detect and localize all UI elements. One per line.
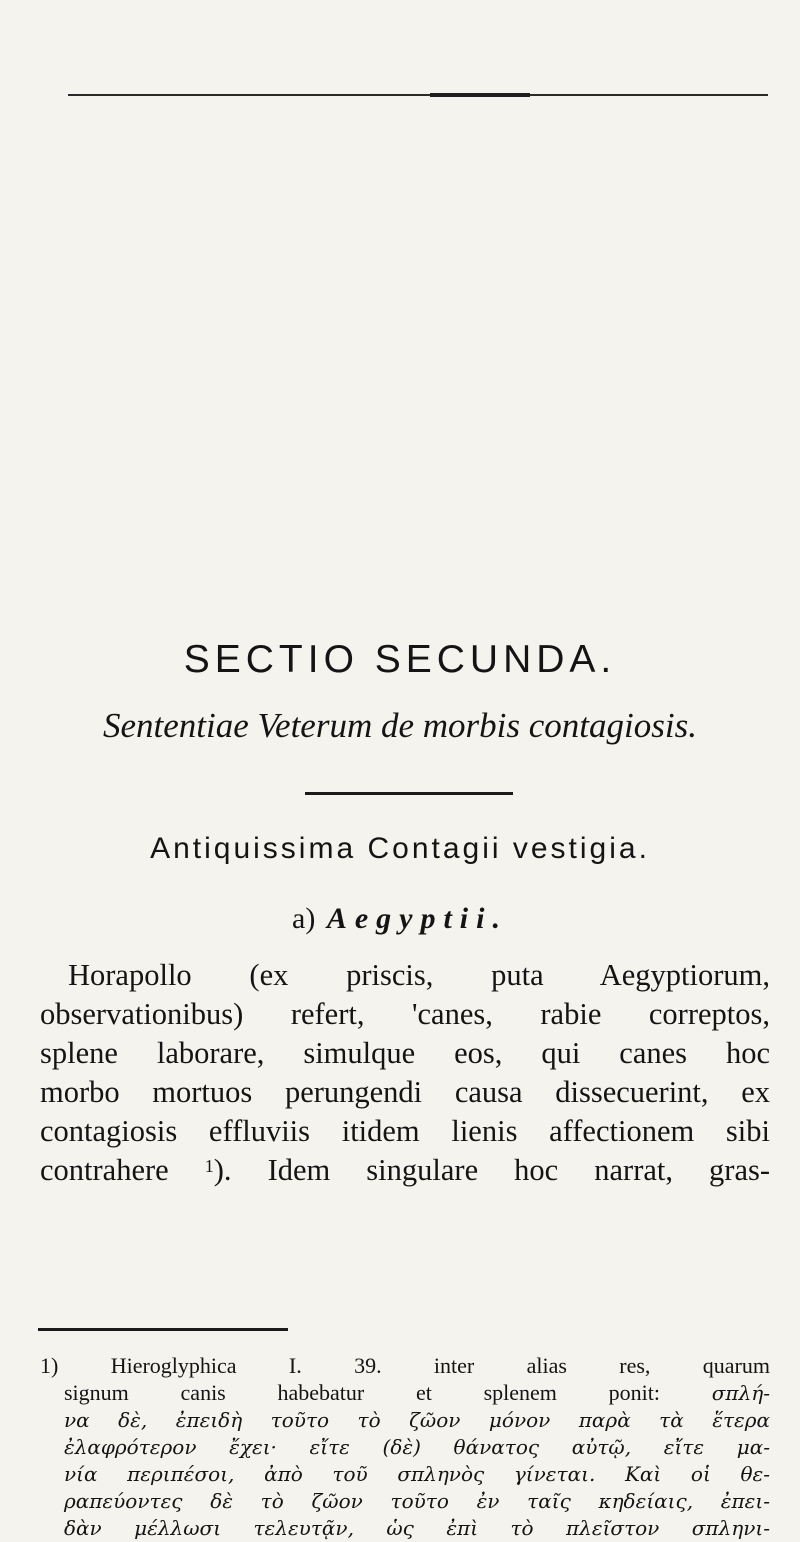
subtitle: Sententiae Veterum de morbis contagiosis.: [103, 706, 697, 745]
subsection-heading: Antiquissima Contagii vestigia.: [150, 832, 650, 865]
subsub-heading: [0, 902, 800, 936]
subsub-heading-text: Aegyptii.: [326, 902, 508, 935]
footnote-greek-line: νία περιπέσοι, ἀπὸ τοῦ σπληνὸς γίνεται. Καὶ οἱ θε-: [64, 1462, 770, 1486]
body-line-with-footnote-ref: [40, 1151, 770, 1190]
body-line: morbo mortuos perungendi causa dissecuerint, ex: [40, 1075, 770, 1109]
footnote-greek-line: ραπεύοντες δὲ τὸ ζῶον τοῦτο ἐν ταῖς κηδείαις, ἐπει-: [64, 1489, 770, 1513]
body-line-text: contrahere: [40, 1153, 169, 1187]
section-title: SECTIO SECUNDA.: [183, 638, 617, 681]
body-line: observationibus) refert, 'canes, rabie correptos,: [40, 997, 770, 1031]
footnote-greek: σπλή-: [711, 1381, 770, 1405]
footnote-greek-line: δὰν μέλλωσι τελευτᾷν, ὡς ἐπὶ τὸ πλεῖστον σπληνι-: [64, 1516, 770, 1540]
footnote-greek-line: να δὲ, ἐπειδὴ τοῦτο τὸ ζῶον μόνον παρὰ τὰ ἕτερα: [64, 1408, 770, 1432]
footnote-divider: [38, 1328, 288, 1331]
footnote-marker: 1): [40, 1353, 59, 1378]
top-rule: [68, 94, 768, 96]
footnote-line: [40, 1352, 770, 1379]
footnote-text: Hieroglyphica I. 39. inter alias res, quarum: [110, 1353, 770, 1378]
body-line: splene laborare, simulque eos, qui canes hoc: [40, 1036, 770, 1070]
body-line: contagiosis effluviis itidem lienis affectionem sibi: [40, 1114, 770, 1148]
subsub-heading-label: a): [292, 902, 316, 935]
footnote-greek-line: ἐλαφρότερον ἔχει· εἴτε (δὲ) θάνατος αὐτῷ, εἴτε μα-: [64, 1435, 770, 1459]
body-paragraph: [40, 956, 770, 1190]
footnote-ref: 1: [204, 1156, 214, 1176]
section-divider: [305, 792, 513, 795]
footnote-line: [40, 1379, 770, 1407]
body-line: Horapollo (ex priscis, puta Aegyptiorum,: [68, 958, 770, 992]
footnote-text: signum canis habebatur et splenem ponit:: [64, 1380, 661, 1405]
top-rule-ink-mark: [430, 93, 530, 97]
footnote: [40, 1352, 770, 1542]
body-line-text: ). Idem singulare hoc narrat, gras-: [213, 1153, 771, 1187]
